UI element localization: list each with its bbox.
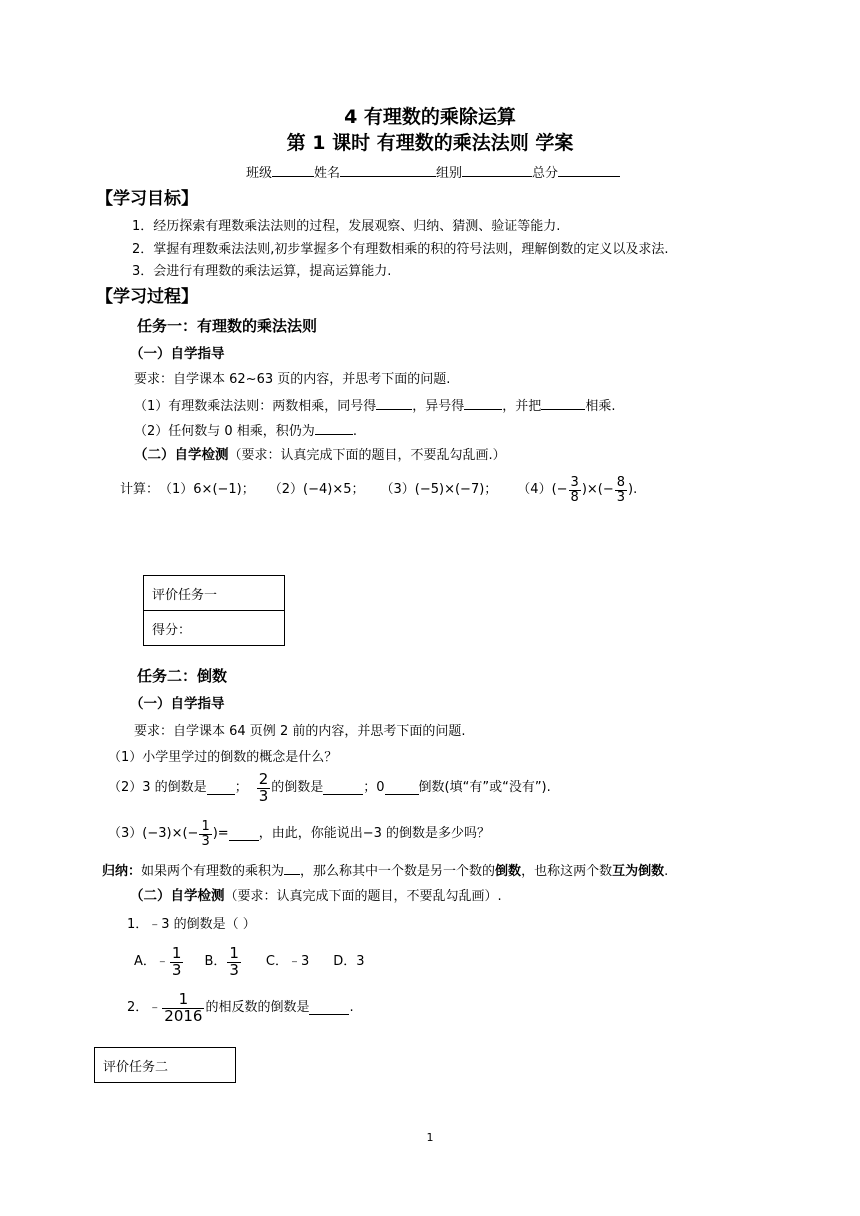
calc-problem-4 — [517, 476, 637, 504]
answer-blank[interactable] — [284, 862, 300, 875]
task2-check-note: （要求：认真完成下面的题目，不要乱勾乱画）. — [224, 889, 502, 904]
task1-check-line — [134, 447, 506, 464]
task1-check-heading: （二）自学检测 — [134, 447, 229, 463]
task2-check-heading: （二）自学检测 — [130, 888, 225, 904]
task2-question-2 — [108, 766, 551, 810]
q-text: （2）任何数与 0 相乘，积仍为 — [134, 424, 315, 439]
option-b[interactable] — [204, 943, 241, 979]
option-a[interactable] — [134, 943, 184, 979]
calc-label: 计算： — [120, 482, 160, 498]
q-text: 2．﹣ — [127, 1000, 162, 1016]
fraction — [615, 476, 627, 504]
option-c[interactable]: C．﹣3 — [265, 954, 310, 970]
task2-requirement: 要求：自学课本 64 页例 2 前的内容，并思考下面的问题. — [134, 724, 466, 739]
fraction-numerator: 1 — [229, 943, 239, 962]
answer-blank[interactable] — [464, 397, 502, 410]
fraction — [227, 943, 241, 979]
answer-blank[interactable] — [541, 397, 585, 410]
class-blank[interactable] — [272, 164, 314, 177]
task1-eval-box — [143, 575, 285, 646]
objectives-heading: 【学习目标】 — [96, 189, 198, 209]
name-label: 姓名 — [314, 166, 341, 181]
fraction-numerator: 3 — [570, 474, 579, 490]
q-text: ；0 — [363, 780, 385, 796]
fraction-denominator: 2016 — [164, 1006, 203, 1025]
task1-calc-line — [120, 468, 637, 512]
fraction — [257, 769, 271, 805]
task2-summary — [102, 862, 668, 880]
task2-guide-heading: （一）自学指导 — [130, 696, 225, 712]
objective-item: 1．经历探索有理数乘法法则的过程，发展观察、归纳、猜测、验证等能力. — [132, 219, 561, 234]
answer-blank[interactable] — [323, 782, 363, 795]
fraction-numerator: 8 — [616, 474, 626, 490]
page-number: 1 — [426, 1131, 434, 1144]
task1-check-note: （要求：认真完成下面的题目，不要乱勾乱画.） — [228, 448, 506, 463]
total-blank[interactable] — [558, 164, 620, 177]
fraction — [170, 943, 184, 979]
q-text: )= — [212, 826, 229, 842]
option-label: A．﹣ — [134, 954, 169, 970]
fraction-numerator: 2 — [258, 769, 269, 788]
calc-text: )×(− — [581, 482, 614, 498]
class-label: 班级 — [246, 166, 273, 181]
objective-item: 3．会进行有理数的乘法运算，提高运算能力. — [132, 264, 392, 279]
doc-title-line1: 4 有理数的乘除运算 — [344, 106, 516, 128]
answer-blank[interactable] — [229, 828, 259, 841]
answer-blank[interactable] — [315, 422, 353, 435]
q-text: ，异号得 — [412, 399, 465, 414]
q-text: （2）3 的倒数是 — [108, 780, 207, 796]
task2-question-1: （1）小学里学过的倒数的概念是什么？ — [108, 750, 338, 765]
fraction-numerator: 1 — [178, 989, 189, 1008]
answer-blank[interactable] — [207, 782, 235, 795]
q-text: （1）有理数乘法法则：两数相乘，同号得 — [134, 399, 377, 414]
fraction-numerator: 1 — [171, 943, 182, 962]
calc-problem-1: （1）6×(−1)； — [159, 482, 255, 498]
fraction-denominator: 3 — [258, 786, 269, 805]
group-blank[interactable] — [462, 164, 532, 177]
answer-blank[interactable] — [385, 782, 419, 795]
task1-question-2 — [134, 422, 357, 440]
summary-text: . — [664, 864, 669, 879]
q-text: 相乘. — [585, 399, 616, 414]
q-text: （3）(−3)×(− — [108, 826, 199, 842]
total-label: 总分 — [532, 166, 559, 181]
doc-title-line2: 第 1 课时 有理数的乘法法则 学案 — [286, 132, 574, 154]
fraction-denominator: 3 — [201, 833, 210, 849]
exercise-1-options — [134, 940, 365, 984]
answer-blank[interactable] — [376, 397, 412, 410]
summary-text: ，也称这两个数 — [521, 864, 613, 879]
exercise-1-stem: 1．﹣3 的倒数是（ ） — [127, 917, 256, 932]
task2-question-3 — [108, 812, 490, 856]
task2-heading: 任务二：倒数 — [137, 667, 228, 685]
calc-text: （4）(− — [517, 482, 568, 498]
summary-keyword: 倒数 — [495, 864, 522, 879]
task1-heading: 任务一：有理数的乘法法则 — [137, 317, 318, 335]
q-text: . — [352, 424, 357, 439]
option-label: B． — [204, 954, 227, 970]
fraction-denominator: 8 — [570, 489, 579, 505]
q-text: . — [349, 1000, 354, 1016]
eval-score[interactable]: 得分： — [144, 610, 284, 645]
task2-check-line — [130, 888, 502, 905]
student-info-line — [246, 164, 620, 182]
option-d[interactable]: D．3 — [333, 954, 365, 970]
q-text: 的相反数的倒数是 — [205, 1000, 310, 1016]
group-label: 组别 — [436, 166, 463, 181]
task1-requirement: 要求：自学课本 62~63 页的内容，并思考下面的问题. — [134, 372, 451, 387]
fraction-denominator: 3 — [229, 960, 239, 979]
q-text: 倒数(填“有”或“没有”). — [418, 780, 551, 796]
task2-eval-box — [94, 1047, 236, 1083]
answer-blank[interactable] — [309, 1002, 349, 1015]
calc-problem-3: （3）(−5)×(−7)； — [380, 482, 498, 498]
q-text: ，并把 — [502, 399, 542, 414]
exercise-2 — [127, 986, 354, 1030]
calc-text: ). — [628, 482, 638, 498]
process-heading: 【学习过程】 — [96, 287, 198, 307]
eval-title: 评价任务一 — [152, 587, 218, 603]
summary-label: 归纳： — [102, 864, 142, 879]
fraction — [199, 820, 211, 848]
eval-title: 评价任务二 — [103, 1059, 169, 1075]
fraction-numerator: 1 — [201, 818, 210, 834]
summary-text: ，那么称其中一个数是另一个数的 — [300, 864, 496, 879]
fraction — [569, 476, 581, 504]
fraction-denominator: 3 — [171, 960, 182, 979]
q-text: ； — [234, 780, 248, 796]
fraction-denominator: 3 — [616, 489, 626, 505]
summary-text: 如果两个有理数的乘积为 — [141, 864, 285, 879]
summary-keyword: 互为倒数 — [612, 864, 665, 879]
calc-problem-2: （2）(−4)×5； — [268, 482, 365, 498]
fraction — [162, 989, 204, 1025]
task1-guide-heading: （一）自学指导 — [130, 346, 225, 362]
name-blank[interactable] — [340, 164, 436, 177]
q-text: 的倒数是 — [271, 780, 324, 796]
q-text: ，由此，你能说出−3 的倒数是多少吗？ — [258, 826, 490, 842]
task1-question-1 — [134, 397, 615, 415]
objective-item: 2．掌握有理数乘法法则,初步掌握多个有理数相乘的积的符号法则，理解倒数的定义以及求法. — [132, 242, 669, 257]
